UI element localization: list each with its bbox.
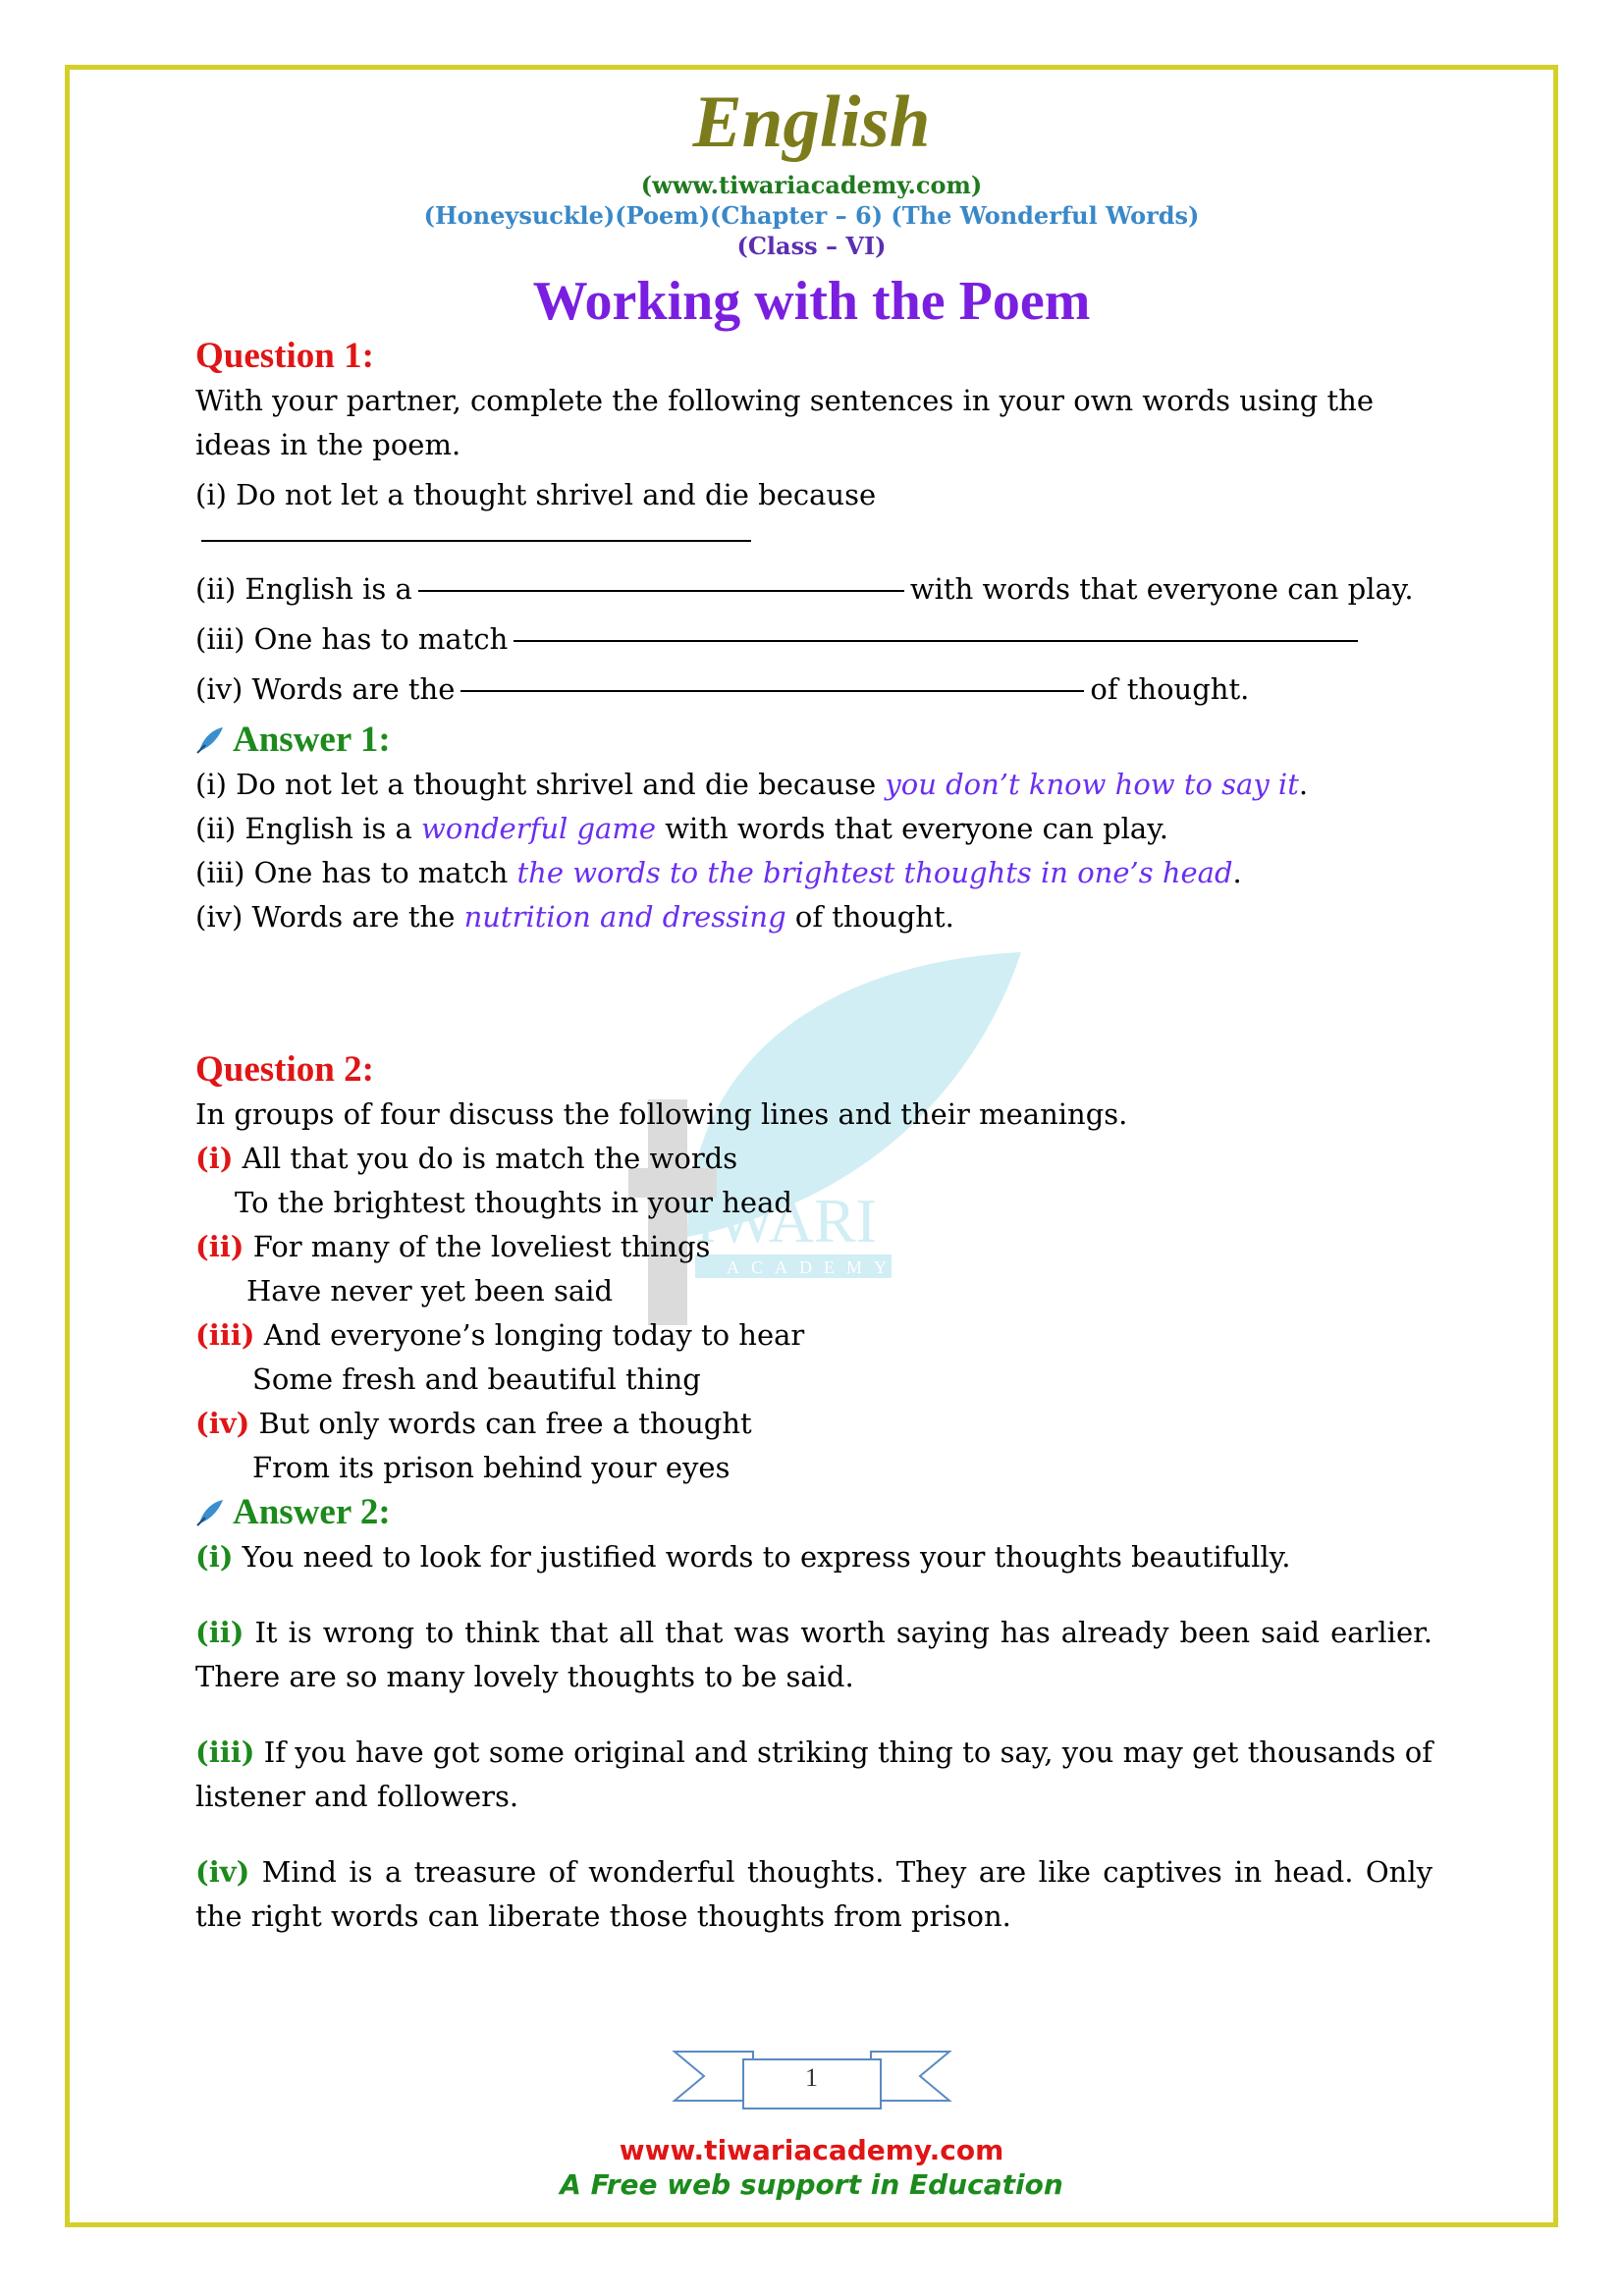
poem-line-i-cont: To the brightest thoughts in your head	[235, 1186, 792, 1219]
answer-2-para-ii	[195, 1611, 1433, 1699]
line-label: (i)	[195, 1142, 234, 1175]
answer-2-heading	[195, 1490, 1433, 1535]
blank-line	[418, 590, 904, 592]
line-text: But only words can free a thought	[249, 1407, 752, 1440]
answer-suffix: of thought.	[785, 900, 954, 934]
subject-title: English	[692, 81, 931, 163]
answer-1-line-ii	[195, 807, 1433, 851]
answer-2-para-i	[195, 1535, 1433, 1579]
poem-line-ii	[195, 1225, 1433, 1269]
para-label: (i)	[195, 1540, 234, 1574]
question-1-item-i	[195, 473, 1433, 561]
question-1-item-iv	[195, 667, 1433, 712]
question-2-heading: Question 2:	[195, 1049, 374, 1090]
quill-icon	[195, 725, 225, 755]
blank-line	[514, 640, 1358, 642]
section-title: Working with the Poem	[532, 271, 1091, 332]
answer-suffix: with words that everyone can play.	[656, 812, 1168, 845]
para-label: (iv)	[195, 1855, 250, 1889]
answer-label: Answer 1:	[233, 720, 391, 760]
answer-1-line-iv	[195, 895, 1433, 939]
document-header	[0, 79, 1623, 333]
answer-2-para-iii	[195, 1731, 1433, 1819]
answer-prefix: (i) Do not let a thought shrivel and die because	[195, 768, 886, 801]
item-text: (iii) One has to match	[195, 622, 509, 656]
answer-prefix: (ii) English is a	[195, 812, 422, 845]
item-text: (ii) English is a	[195, 572, 412, 606]
line-label: (iii)	[195, 1318, 255, 1352]
answer-fill: nutrition and dressing	[463, 900, 786, 934]
question-2-intro: In groups of four discuss the following lines and their meanings.	[195, 1097, 1128, 1131]
item-text: with words that everyone can play.	[909, 572, 1414, 606]
line-label: (ii)	[195, 1230, 244, 1263]
answer-suffix: .	[1232, 856, 1242, 889]
question-1-item-iii	[195, 617, 1433, 662]
spacer	[195, 939, 1433, 1047]
poem-line-iii	[195, 1313, 1433, 1358]
poem-line-ii-cont: Have never yet been said	[246, 1274, 614, 1308]
answer-prefix: (iii) One has to match	[195, 856, 517, 889]
question-1-heading: Question 1:	[195, 336, 374, 376]
page-footer	[0, 2042, 1623, 2201]
answer-prefix: (iv) Words are the	[195, 900, 464, 934]
page-number: 1	[805, 2063, 818, 2092]
item-text: (iv) Words are the	[195, 672, 456, 706]
answer-fill: wonderful game	[421, 812, 656, 845]
poem-line-i	[195, 1137, 1433, 1181]
quill-icon	[195, 1498, 225, 1527]
watermark-subtext: ACADEMY	[727, 1257, 899, 1277]
para-text: Mind is a treasure of wonderful thoughts. They are like captives in head. Only the right words can liberate those thoughts from prison.	[195, 1855, 1433, 1933]
chapter-info: (Honeysuckle)(Poem)(Chapter – 6) (The Wonderful Words)	[423, 201, 1200, 230]
footer-tagline: A Free web support in Education	[560, 2168, 1063, 2201]
poem-line-iii-cont: Some fresh and beautiful thing	[252, 1362, 701, 1396]
answer-1-heading	[195, 718, 1433, 763]
poem-line-iv	[195, 1402, 1433, 1446]
question-1-intro: With your partner, complete the following sentences in your own words using the ideas in the poem.	[195, 384, 1375, 461]
answer-fill: you don’t know how to say it	[885, 768, 1299, 801]
line-label: (iv)	[195, 1407, 250, 1440]
answer-2-para-iv	[195, 1850, 1433, 1939]
poem-line-iv-cont: From its prison behind your eyes	[252, 1451, 730, 1484]
line-text: And everyone’s longing today to hear	[254, 1318, 805, 1352]
blank-line	[460, 690, 1084, 692]
answer-suffix: .	[1298, 768, 1309, 801]
para-label: (ii)	[195, 1616, 244, 1649]
item-text: of thought.	[1090, 672, 1250, 706]
question-1-item-ii	[195, 567, 1433, 612]
para-text: If you have got some original and striking thing to say, you may get thousands of listener and followers.	[195, 1735, 1433, 1813]
footer-url-link[interactable]: www.tiwariacademy.com	[619, 2134, 1004, 2166]
para-text: You need to look for justified words to express your thoughts beautifully.	[233, 1540, 1291, 1574]
line-text: For many of the loveliest things	[243, 1230, 711, 1263]
answer-label: Answer 2:	[233, 1492, 391, 1532]
line-text: All that you do is match the words	[233, 1142, 738, 1175]
class-info: (Class – VI)	[736, 232, 887, 260]
blank-line	[201, 540, 751, 542]
item-text: (i) Do not let a thought shrivel and die because	[195, 478, 877, 511]
answer-1-line-iii	[195, 851, 1433, 895]
answer-1-line-i	[195, 763, 1433, 807]
para-text: It is wrong to think that all that was worth saying has already been said earlier. There are so many lovely thoughts to be said.	[195, 1616, 1433, 1693]
para-label: (iii)	[195, 1735, 255, 1769]
page-number-box	[665, 2042, 959, 2120]
watermark-text: IWARI	[695, 1186, 877, 1255]
document-body	[195, 334, 1433, 1970]
answer-fill: the words to the brightest thoughts in one’s head	[516, 856, 1233, 889]
site-link[interactable]: (www.tiwariacademy.com)	[640, 171, 983, 199]
